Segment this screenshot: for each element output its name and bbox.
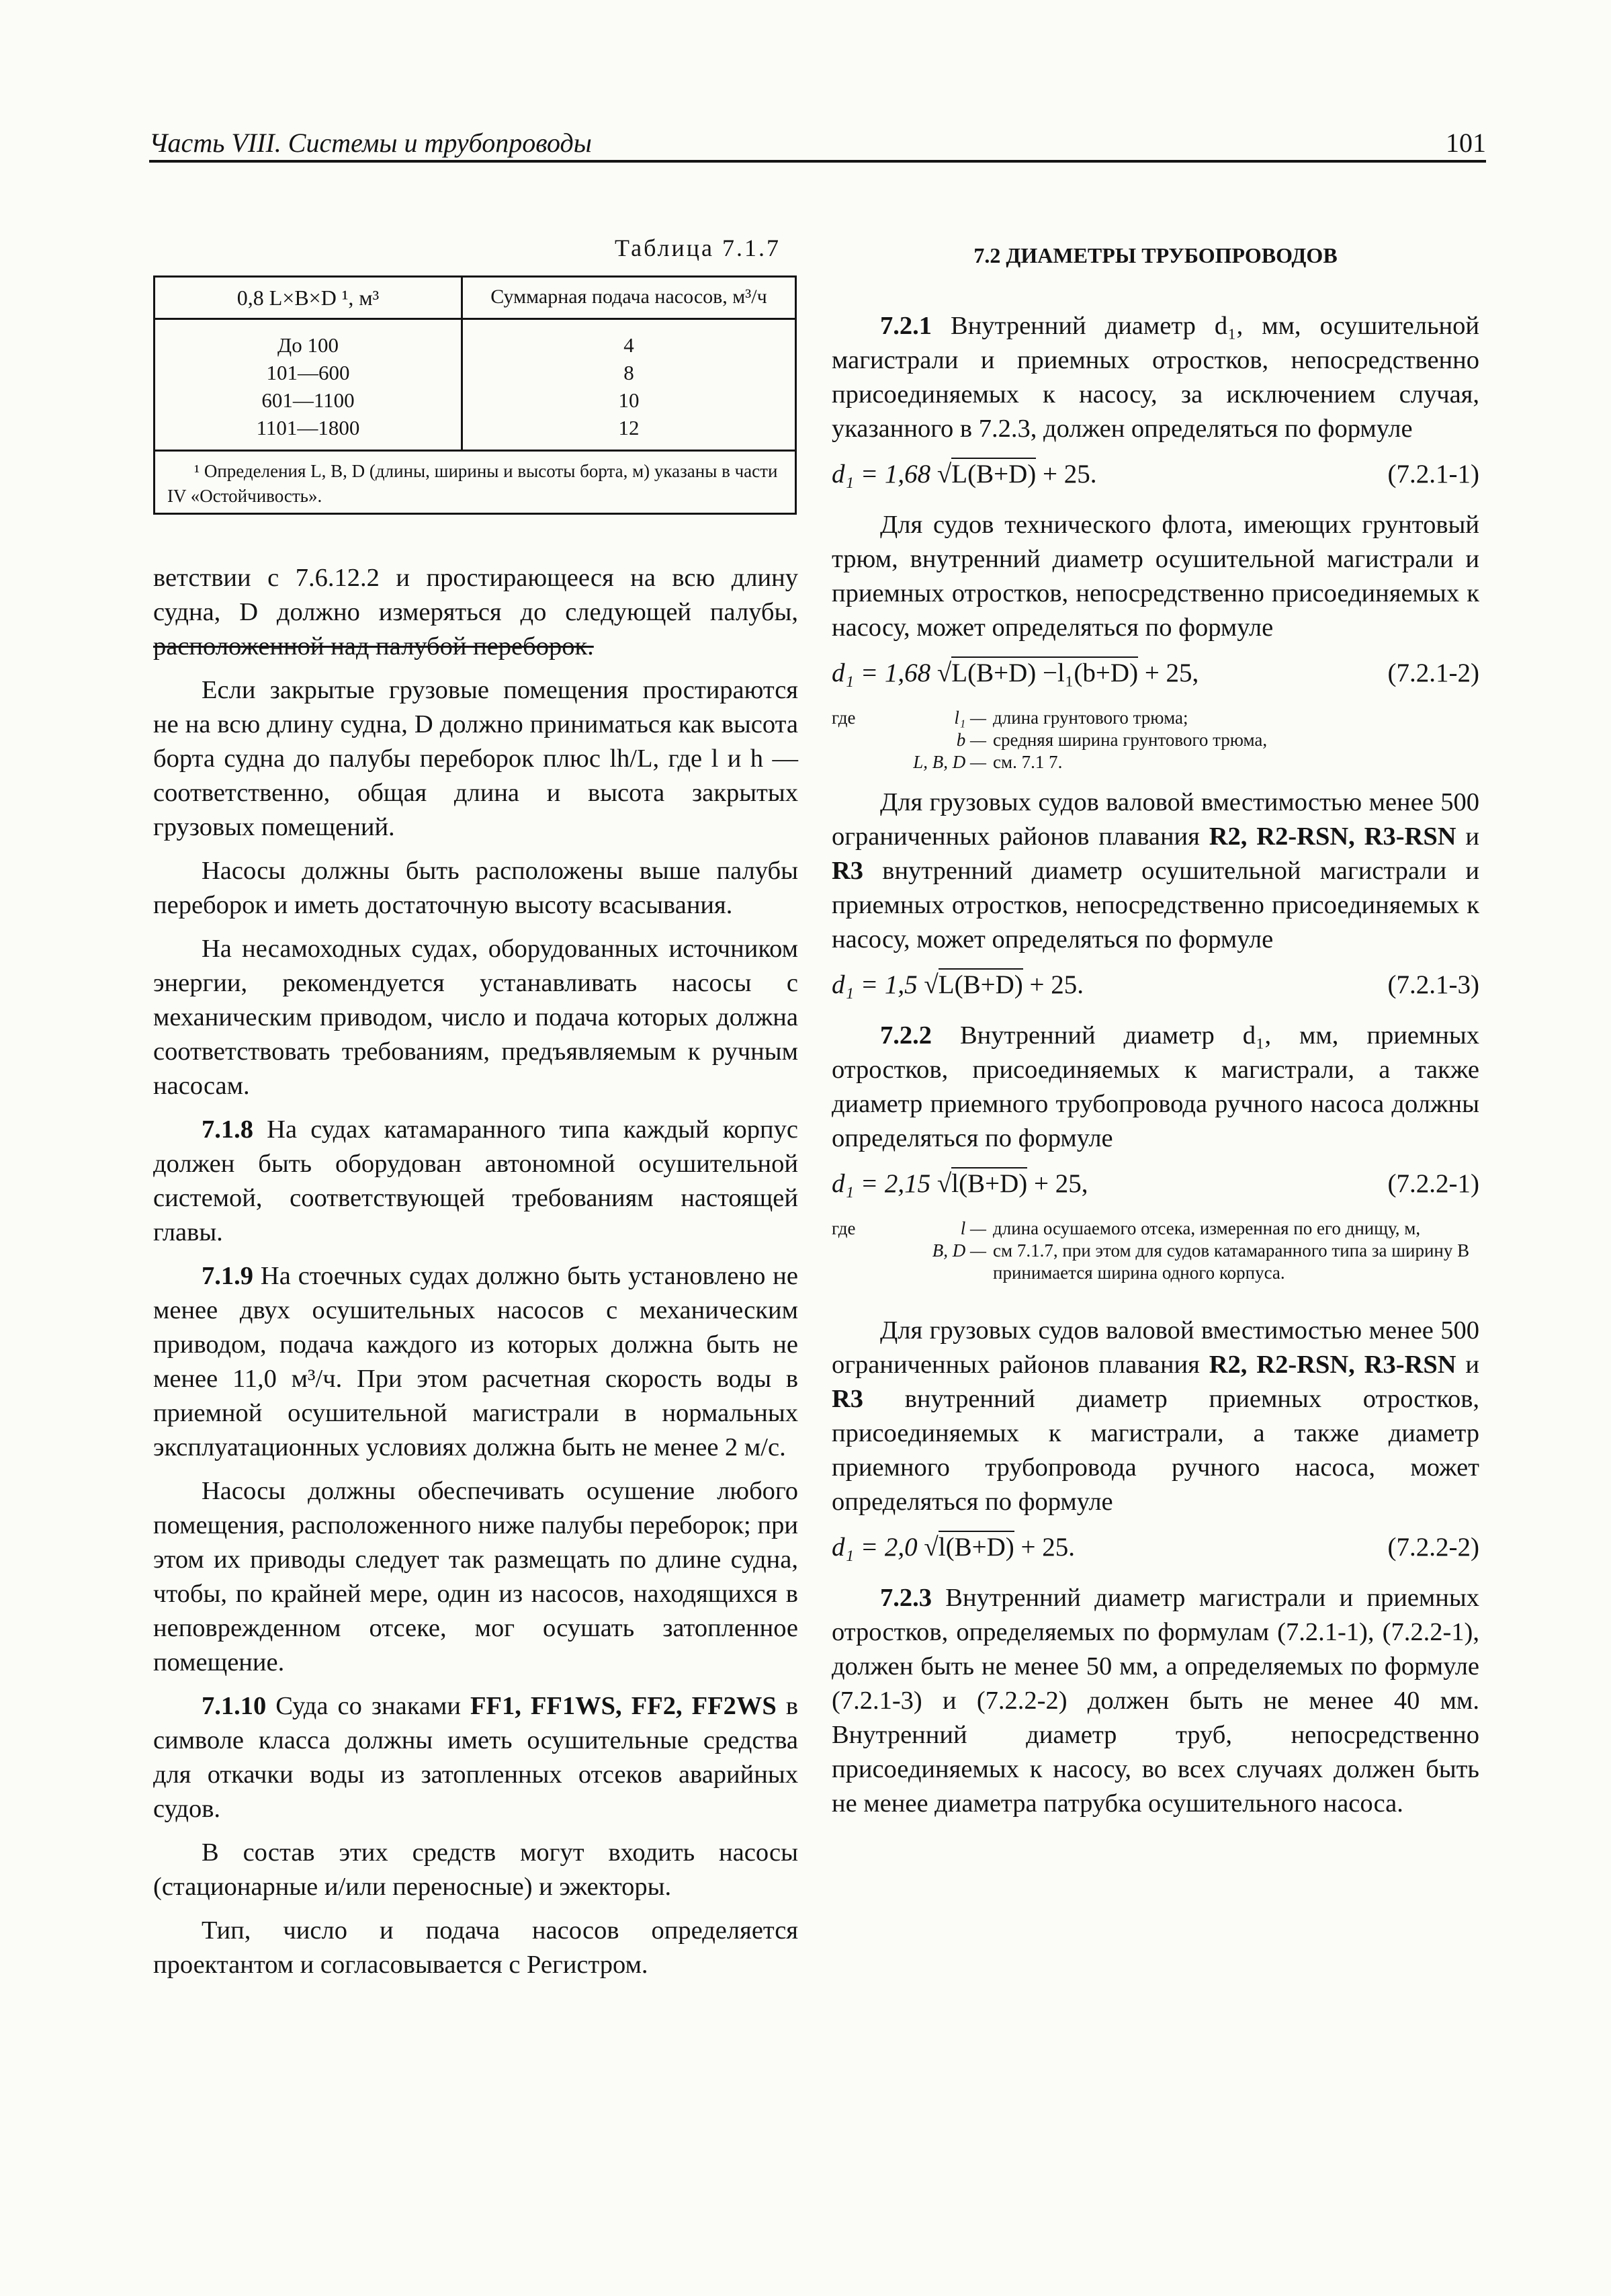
table-cell-range: 1101—1800 xyxy=(256,416,360,439)
formula-rhs: + 25, xyxy=(1027,1169,1088,1198)
clause-number: 7.1.9 xyxy=(202,1262,253,1290)
formula-lhs: d₁ = 1,5 √ xyxy=(832,970,939,999)
formula-expression xyxy=(832,654,1199,692)
paragraph-text: На судах катамаранного типа каждый корпус должен быть оборудован автономной осушительной системой, соответствующей требованиям настоящей главы. xyxy=(153,1115,798,1246)
formula-lhs: d₁ = 2,0 √ xyxy=(832,1533,939,1562)
left-column xyxy=(153,561,798,1982)
class-marks: FF1, FF1WS, FF2, FF2WS xyxy=(470,1692,777,1720)
table-column-volume xyxy=(155,331,461,441)
formula-number: (7.2.2-1) xyxy=(1387,1169,1479,1198)
paragraph-text: внутренний диаметр приемных отростков, присоединяемых к магистрали, а также диаметр приемного трубопровода ручного насоса, может определяться по формуле xyxy=(832,1385,1479,1516)
table-header-volume: 0,8 L×B×D ¹, м³ xyxy=(236,286,380,310)
clause-number: 7.2.1 xyxy=(880,312,932,340)
table-7-1-7 xyxy=(153,275,797,515)
table-header-flow: Суммарная подача насосов, м³/ч xyxy=(490,286,767,308)
class-marks: R2, R2-RSN, R3-RSN xyxy=(1209,1351,1456,1379)
paragraph-text: в символе класса должны иметь осушительные средства для откачки воды из затопленных отсеков аварийных судов. xyxy=(153,1692,799,1823)
table-cell-range: 601—1100 xyxy=(261,388,355,412)
formula xyxy=(832,456,1479,496)
formula xyxy=(832,966,1479,1007)
legend-where: где xyxy=(832,1218,856,1238)
legend-symbol: l₁ — xyxy=(954,708,986,728)
legend-description: длина грунтового трюма; xyxy=(993,708,1188,728)
paragraph-text: Внутренний диаметр d₁, мм, приемных отростков, присоединяемых к магистрали, а также диаметр приемного трубопровода ручного насоса должны определяться по формуле xyxy=(832,1021,1479,1152)
clause-number: 7.2.2 xyxy=(880,1021,932,1050)
page-number: 101 xyxy=(1446,128,1486,158)
paragraph-text: и xyxy=(1456,822,1480,851)
formula-expression xyxy=(832,966,1084,1004)
legend-symbol: l — xyxy=(960,1218,986,1238)
formula-radicand: L(B+D) xyxy=(939,968,1023,999)
formula-expression xyxy=(832,1165,1088,1203)
struck-text: расположенной над палубой переборок. xyxy=(153,632,594,661)
paragraph: Насосы должны обеспечивать осушение любого помещения, расположенного ниже палубы переборок; при этом их приводы следует так размещать по длине судна, чтобы, по крайней мере, один из насосов, находящихся в неповрежденном отсеке, мог осушать затопленное помещение. xyxy=(153,1477,798,1676)
legend-row xyxy=(832,1218,1479,1240)
table-column-flow xyxy=(463,331,795,441)
paragraph xyxy=(832,1019,1479,1156)
variable-legend xyxy=(832,707,1479,773)
formula-radicand: L(B+D) −l₁(b+D) xyxy=(951,656,1138,687)
formula-lhs: d₁ = 2,15 √ xyxy=(832,1169,952,1198)
class-marks: R2, R2-RSN, R3-RSN xyxy=(1209,822,1456,851)
paragraph-text: Для грузовых судов валовой вместимостью менее 500 ограниченных районов плавания xyxy=(832,1316,1479,1379)
legend-symbol: b — xyxy=(956,730,986,750)
paragraph: Для судов технического флота, имеющих грунтовый трюм, внутренний диаметр осушительной магистрали и приемных отростков, непосредственно присоединяемых к насосу, может определяться по формуле xyxy=(832,511,1479,642)
paragraph-text: Для грузовых судов валовой вместимостью менее 500 ограниченных районов плавания xyxy=(832,788,1479,851)
clause-number: 7.1.10 xyxy=(202,1692,267,1720)
formula-lhs: d₁ = 1,68 √ xyxy=(832,658,952,687)
clause-number: 7.1.8 xyxy=(202,1115,253,1144)
table-cell-range: До 100 xyxy=(277,333,339,357)
legend-row xyxy=(832,751,1479,773)
running-header xyxy=(149,118,1486,163)
formula-rhs: + 25. xyxy=(1022,970,1084,999)
table-cell-range: 101—600 xyxy=(266,361,350,384)
legend-row xyxy=(832,707,1479,729)
table-caption: Таблица 7.1.7 xyxy=(615,235,781,261)
formula-number: (7.2.1-2) xyxy=(1387,658,1479,687)
legend-row xyxy=(832,729,1479,751)
right-column xyxy=(832,242,1479,1821)
formula-expression xyxy=(832,1529,1075,1566)
legend-row xyxy=(832,1240,1479,1284)
formula-radicand: L(B+D) xyxy=(951,458,1036,488)
class-marks: R3 xyxy=(832,1385,864,1413)
formula-radicand: l(B+D) xyxy=(951,1167,1027,1198)
paragraph: На несамоходных судах, оборудованных источником энергии, рекомендуется устанавливать насосы с механическим приводом, число и подача которых должна соответствовать требованиям, предъявляемым к ручным насосам. xyxy=(153,935,798,1100)
table-cell-flow: 8 xyxy=(623,361,634,384)
legend-description: средняя ширина грунтового трюма, xyxy=(993,730,1268,750)
paragraph xyxy=(153,1259,798,1465)
formula-expression xyxy=(832,456,1097,493)
paragraph xyxy=(832,309,1479,446)
formula-number: (7.2.1-3) xyxy=(1387,970,1479,999)
formula-radicand: l(B+D) xyxy=(939,1531,1014,1562)
paragraph xyxy=(153,561,798,664)
section-title: 7.2 ДИАМЕТРЫ ТРУБОПРОВОДОВ xyxy=(973,243,1338,267)
paragraph-text: На стоечных судах должно быть установлено не менее двух осушительных насосов с механическим приводом, подача каждого из которых должна быть не менее 11,0 м³/ч. При этом расчетная скорость воды в приемной осушительной магистрали в нормальных эксплуатационных условиях должна быть не менее 2 м/с. xyxy=(153,1262,798,1461)
class-marks: R3 xyxy=(832,857,864,885)
paragraph-text: внутренний диаметр осушительной магистрали и приемных отростков, непосредственно присоединяемых к насосу, может определяться по формуле xyxy=(832,857,1479,953)
legend-where: где xyxy=(832,708,856,728)
formula xyxy=(832,1165,1479,1205)
legend-description: длина осушаемого отсека, измеренная по его днищу, м, xyxy=(993,1218,1421,1238)
paragraph xyxy=(153,1113,798,1250)
paragraph-text: и xyxy=(1456,1351,1480,1379)
paragraph-text: Суда со знаками xyxy=(266,1692,470,1720)
table-footnote-divider xyxy=(155,450,795,452)
formula-rhs: + 25, xyxy=(1138,658,1199,687)
legend-description: см. 7.1 7. xyxy=(993,752,1063,772)
formula-lhs: d₁ = 1,68 √ xyxy=(832,460,952,488)
table-cell-flow: 4 xyxy=(623,333,634,357)
legend-symbol: B, D — xyxy=(932,1240,986,1261)
paragraph-text: ветствии с 7.6.12.2 и простирающееся на всю длину судна, D должно измеряться до следующей палубы, xyxy=(153,564,798,626)
paragraph: Насосы должны быть расположены выше палубы переборок и иметь достаточную высоту всасывания. xyxy=(153,857,798,919)
formula-rhs: + 25. xyxy=(1014,1533,1076,1562)
paragraph: Тип, число и подача насосов определяется проектантом и согласовывается с Регистром. xyxy=(153,1916,798,1979)
table-header-divider xyxy=(155,318,795,320)
table-cell-flow: 10 xyxy=(618,388,640,412)
paragraph: Если закрытые грузовые помещения простираются не на всю длину судна, D должно приниматься как высота борта судна до палубы переборок плюс lh/L, где l и h — соответственно, общая длина и высота закрытых грузовых помещений. xyxy=(153,676,798,841)
table-footnote: ¹ Определения L, B, D (длины, ширины и высоты борта, м) указаны в части IV «Остойчивость». xyxy=(167,461,778,506)
paragraph xyxy=(153,1689,798,1826)
formula-number: (7.2.1-1) xyxy=(1387,460,1479,488)
formula xyxy=(832,1529,1479,1569)
variable-legend xyxy=(832,1218,1479,1284)
paragraph xyxy=(832,785,1479,957)
clause-number: 7.2.3 xyxy=(880,1584,932,1612)
header-title: Часть VIII. Системы и трубопроводы xyxy=(149,128,592,158)
paragraph: В состав этих средств могут входить насосы (стационарные и/или переносные) и эжекторы. xyxy=(153,1838,798,1901)
paragraph-text: Внутренний диаметр d₁, мм, осушительной магистрали и приемных отростков, непосредственно присоединяемых к насосу, за исключением случая, указанного в 7.2.3, должен определяться по формуле xyxy=(832,312,1479,443)
formula-rhs: + 25. xyxy=(1036,460,1097,488)
table-cell-flow: 12 xyxy=(618,416,640,439)
formula-number: (7.2.2-2) xyxy=(1387,1533,1479,1562)
paragraph xyxy=(832,1314,1479,1519)
paragraph xyxy=(832,1581,1479,1821)
legend-description: см 7.1.7, при этом для судов катамаранного типа за ширину B принимается ширина одного корпуса. xyxy=(993,1240,1470,1283)
paragraph-text: Внутренний диаметр магистрали и приемных отростков, определяемых по формулам (7.2.1-1), (7.2.2-1), должен быть не менее 50 мм, а определяемых по формуле (7.2.1-3) и (7.2.2-2) должен быть не менее 40 мм. Внутренний диаметр труб, непосредственно присоединяемых к насосу, во всех случаях должен быть не менее диаметра патрубка осушительного насоса. xyxy=(832,1584,1479,1818)
legend-symbol: L, B, D — xyxy=(913,752,986,772)
formula xyxy=(832,654,1479,695)
